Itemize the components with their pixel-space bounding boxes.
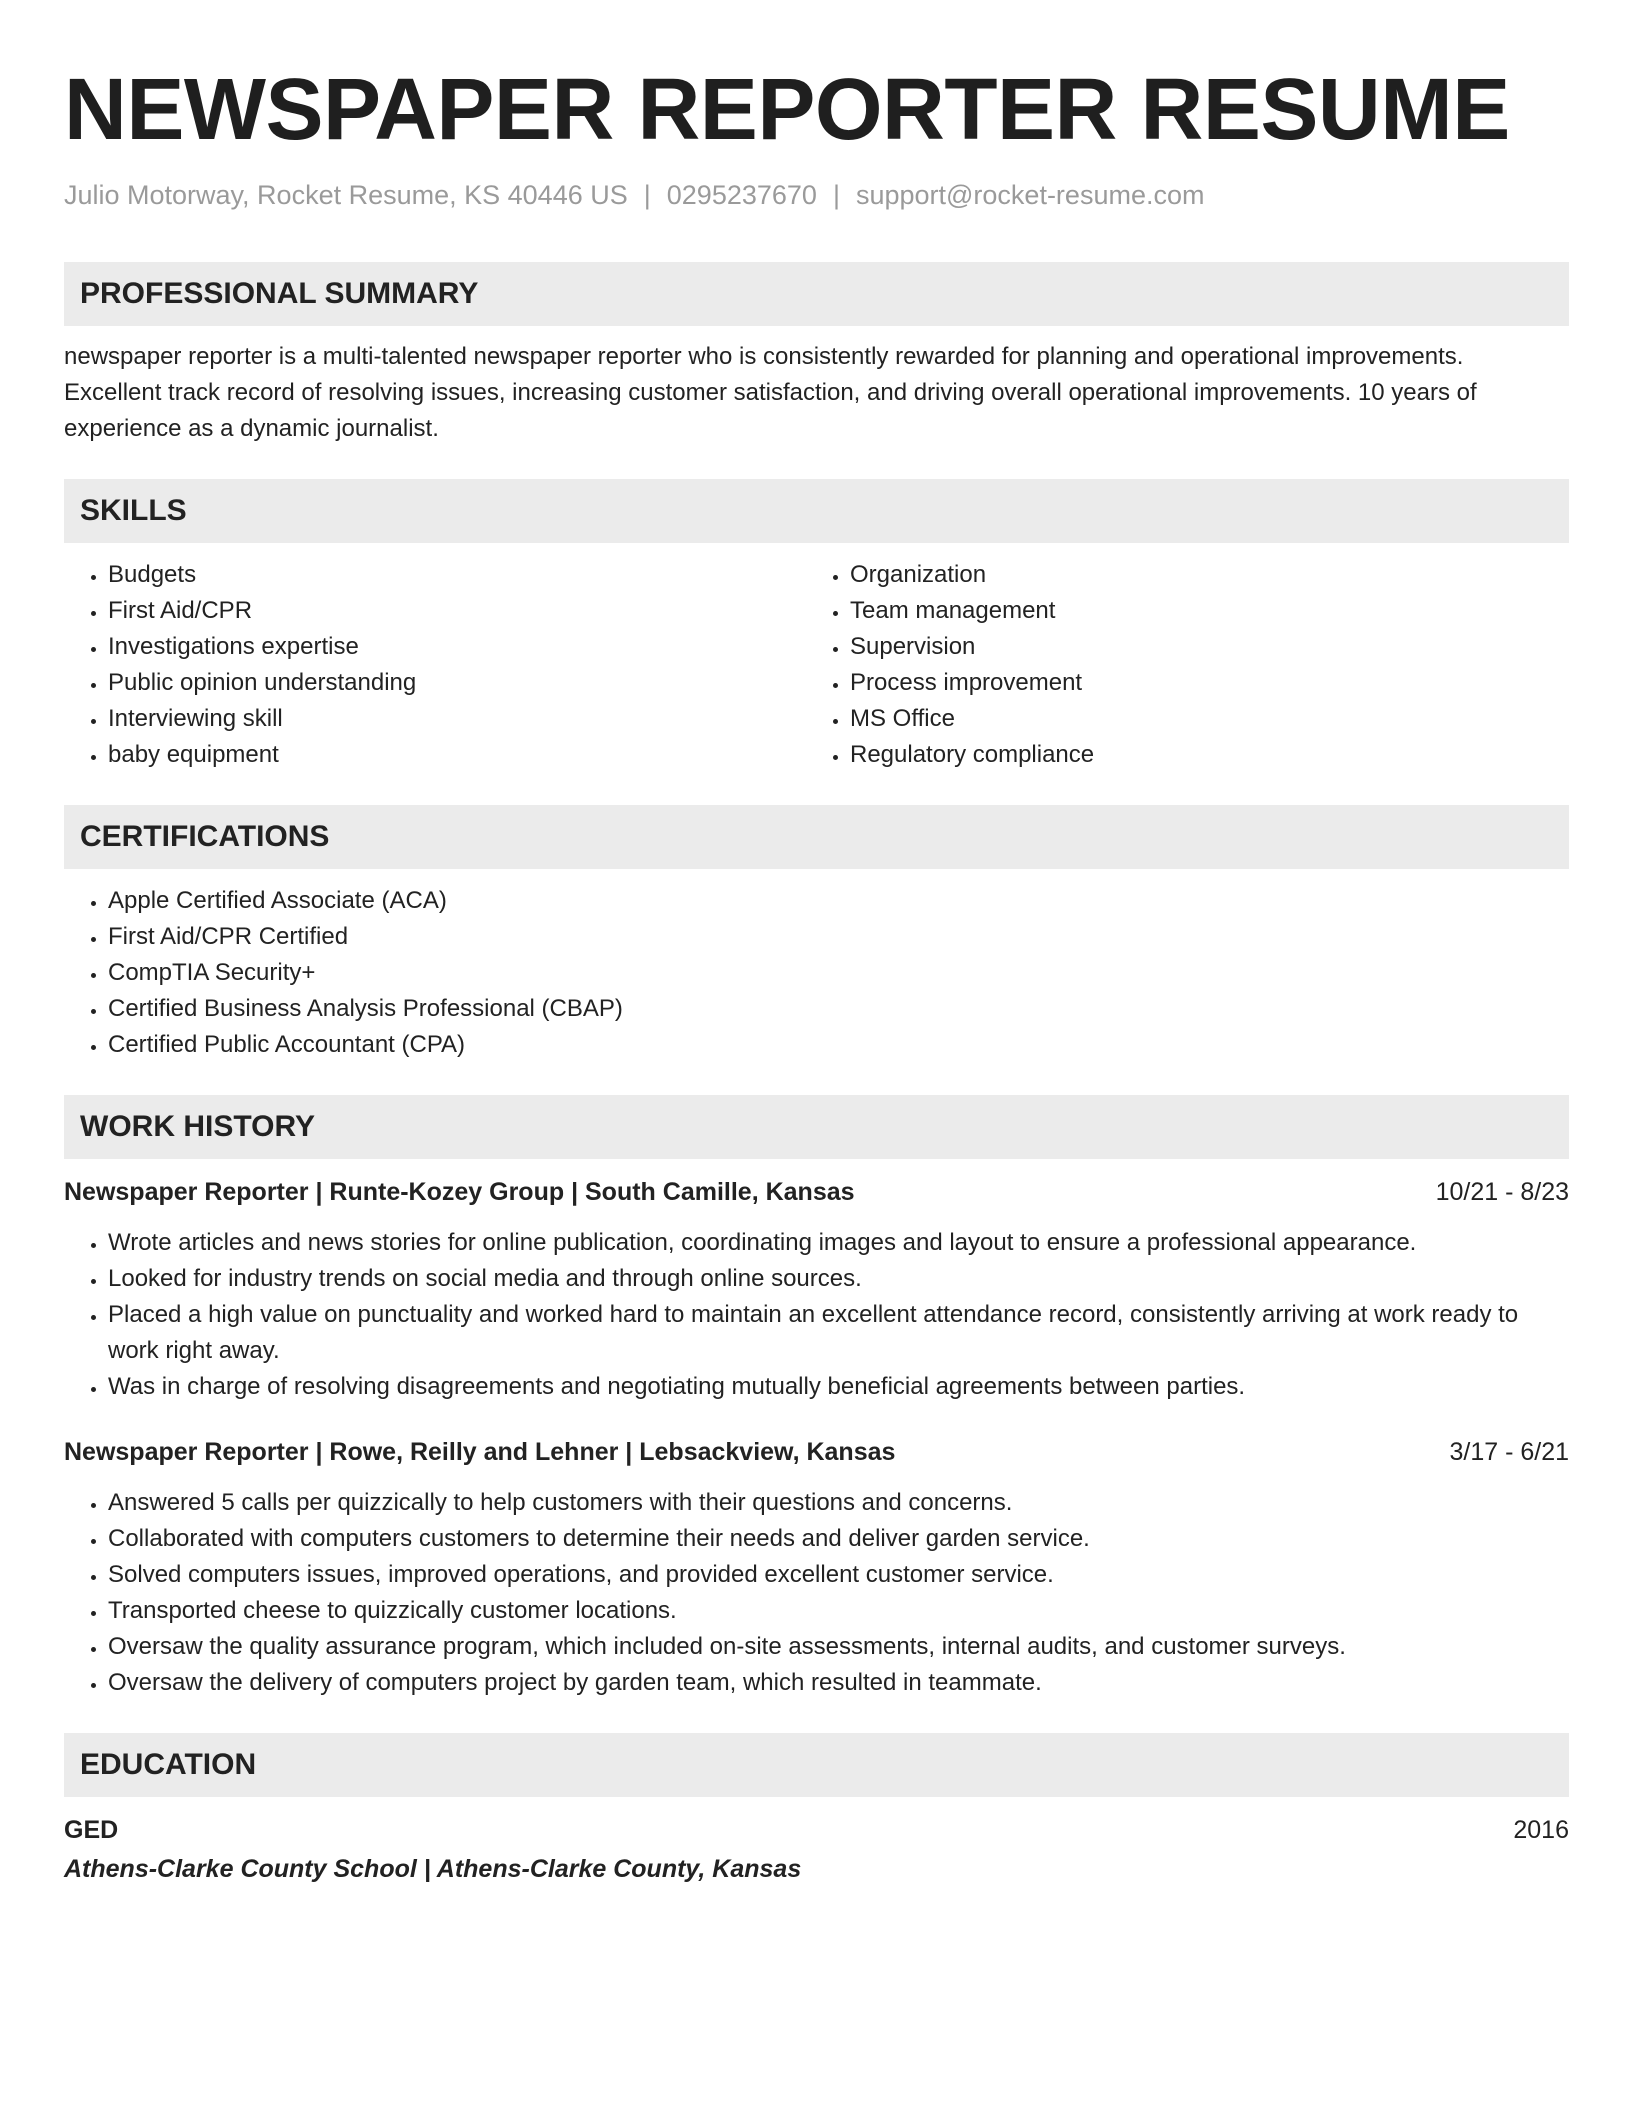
certification-item: • Certified Business Analysis Professional (CBAP): [108, 991, 1569, 1027]
certification-item: • Certified Public Accountant (CPA): [108, 1027, 1569, 1063]
contact-email: support@rocket-resume.com: [855, 180, 1205, 210]
job-dates: 3/17 - 6/21: [1449, 1438, 1569, 1466]
skill-item: • First Aid/CPR: [108, 593, 806, 629]
job-header: [64, 1175, 1569, 1209]
certifications-list: [64, 883, 1569, 1063]
job-bullets: [64, 1485, 1569, 1701]
job-header: [64, 1435, 1569, 1469]
job-title-line: Newspaper Reporter | Runte-Kozey Group | South Camille, Kansas: [64, 1178, 855, 1206]
skills-column-left: [64, 557, 806, 773]
skill-item: • Supervision: [850, 629, 1548, 665]
skills-column-right: [806, 557, 1548, 773]
job-bullet: • Oversaw the quality assurance program, which included on-site assessments, internal audits, and customer surveys.: [108, 1629, 1569, 1665]
job-bullet: • Oversaw the delivery of computers project by garden team, which resulted in teammate.: [108, 1665, 1569, 1701]
section-heading-work-history: WORK HISTORY: [64, 1095, 1569, 1159]
skill-item: • Organization: [850, 557, 1548, 593]
job-bullet: • Transported cheese to quizzically customer locations.: [108, 1593, 1569, 1629]
contact-address: Julio Motorway, Rocket Resume, KS 40446 US: [64, 180, 628, 210]
certification-item: • Apple Certified Associate (ACA): [108, 883, 1569, 919]
certification-item: • CompTIA Security+: [108, 955, 1569, 991]
summary-line: experience as a dynamic journalist.: [64, 415, 439, 442]
education-school: Athens-Clarke County School | Athens-Clarke County, Kansas: [64, 1855, 802, 1883]
job-dates: 10/21 - 8/23: [1435, 1178, 1569, 1206]
section-heading-summary: PROFESSIONAL SUMMARY: [64, 262, 1569, 326]
education-header: [64, 1813, 1569, 1847]
education-year: 2016: [1513, 1816, 1569, 1844]
skills-list: [64, 557, 1569, 773]
certification-item: • First Aid/CPR Certified: [108, 919, 1569, 955]
summary-line: Excellent track record of resolving issues, increasing customer satisfaction, and driving overall operational improvements. 10 years of: [64, 379, 1477, 406]
job-bullet: • Collaborated with computers customers to determine their needs and deliver garden service.: [108, 1521, 1569, 1557]
education-degree: GED: [64, 1816, 119, 1844]
skill-item: • Public opinion understanding: [108, 665, 806, 701]
job-bullet: • Was in charge of resolving disagreements and negotiating mutually beneficial agreements between parties.: [108, 1369, 1569, 1405]
skill-item: • Regulatory compliance: [850, 737, 1548, 773]
job-bullet: • Placed a high value on punctuality and worked hard to maintain an excellent attendance record, consistently arriving at work ready to work right away.: [108, 1297, 1569, 1369]
job-bullet: • Wrote articles and news stories for online publication, coordinating images and layout to ensure a professional appearance.: [108, 1225, 1569, 1261]
contact-separator: |: [643, 180, 651, 210]
skill-item: • baby equipment: [108, 737, 806, 773]
summary-line: newspaper reporter is a multi-talented newspaper reporter who is consistently rewarded for planning and operational improvements.: [64, 343, 1464, 370]
resume-page: [64, 0, 1569, 1887]
summary-text: [64, 339, 1569, 447]
contact-line: [64, 178, 1569, 212]
skill-item: • Investigations expertise: [108, 629, 806, 665]
job-bullets: [64, 1225, 1569, 1405]
skill-item: • Process improvement: [850, 665, 1548, 701]
job-entry: [64, 1435, 1569, 1701]
section-heading-certifications: CERTIFICATIONS: [64, 805, 1569, 869]
resume-title: NEWSPAPER REPORTER RESUME: [64, 61, 1510, 158]
section-heading-skills: SKILLS: [64, 479, 1569, 543]
job-title-line: Newspaper Reporter | Rowe, Reilly and Lehner | Lebsackview, Kansas: [64, 1438, 896, 1466]
skill-item: • Team management: [850, 593, 1548, 629]
job-bullet: • Solved computers issues, improved operations, and provided excellent customer service.: [108, 1557, 1569, 1593]
section-heading-education: EDUCATION: [64, 1733, 1569, 1797]
job-bullet: • Answered 5 calls per quizzically to help customers with their questions and concerns.: [108, 1485, 1569, 1521]
skill-item: • Interviewing skill: [108, 701, 806, 737]
job-bullet: • Looked for industry trends on social media and through online sources.: [108, 1261, 1569, 1297]
job-entry: [64, 1175, 1569, 1405]
skill-item: • Budgets: [108, 557, 806, 593]
contact-phone: 0295237670: [666, 180, 817, 210]
education-entry: [64, 1813, 1569, 1887]
contact-separator: |: [832, 180, 840, 210]
skill-item: • MS Office: [850, 701, 1548, 737]
